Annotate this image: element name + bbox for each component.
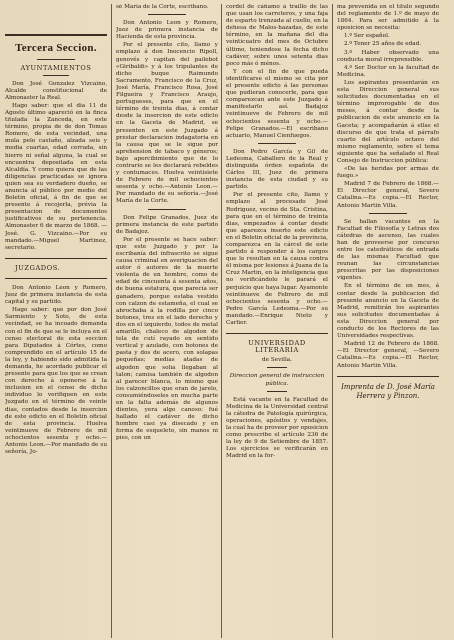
rule bbox=[5, 258, 107, 259]
rule bbox=[267, 367, 287, 368]
rule bbox=[267, 391, 287, 392]
paragraph: ma prevenida en el título segundo del reglamento de 1.º de mayo de 1864. Para ser admitido á la oposicion se necesita: bbox=[337, 4, 439, 32]
paragraph: Por el presente se hace saber: que este Juzgado y por la escribanía del infrascrito se sigue causa criminal en averiguacion del autor ó autores de la muerte violenta de un hombre, como de edad de cincuenta á sesenta años, de buena estatura, que parecía ser ganadero, porque estaba vestido con calzon de estameña, el cual se abrochaba á la rodilla por cinco botones, tres en el lado derecho y dos en el izquierdo, todos de metal amarillo, chaleco de algodon de tela de cutí rayado en sentido vertical y azulado, con botones de pasta y dos de acero, con solapas pequeñas; medias atadas de algodon que solia llegaban al talon; camisa también de algodon al parecer blanca, lo mismo que los calzoncillos que eran de jarelo, consumiéndoseles en mucha parte en la falta además de algunos dientes, yera algo canoso: fué hallado el cadáver de dicho hombre casi ya disecado y en forma de esqueleto, sin manos ni pies, con un bbox=[116, 236, 218, 442]
heading-universidad: UNIVERSIDAD LITERARIA bbox=[248, 339, 306, 355]
paragraph: Está vacante en la Facultad de Medicina de la Universidad central la cátedra de Patología quirúrgica, operaciones, apósitos y vendajes, la cual ha de proveer por oposicion como prescribe el artículo 236 de la ley de 9 de Setiembre de 1857. Los ejercicios se verificarán en Madrid en la for- bbox=[226, 396, 328, 460]
paragraph: 4.º Ser Doctor en la facultad de Medicina. bbox=[337, 64, 439, 78]
paragraph: Se hallan vacantes en la Facultad de Filosofía y Letras dos cátedras de ascenso, las cuales han de proveerse por concurso entre los catedráticos de entrada de las mismas Facultad que reunan las circunstancias prescritas por las disposiciones vigentes. bbox=[337, 218, 439, 282]
rule bbox=[37, 59, 75, 60]
subheading: de Sevilla. bbox=[262, 357, 292, 364]
column-1 bbox=[5, 4, 107, 638]
column-divider bbox=[111, 4, 112, 638]
paragraph: Por el presente cito, llamo y emplazo al procesado José Rodriguez, vecino de Sta. Cristina, para que en el término de treinta dias, empezados á contar desde que aparezca inserto este edicto en el Boletin oficial de la provincia, comparezca en la cárcel de este partido á responder á los cargos que le resultan en la causa contra él misma por lesiones á Juana de la Cruz Martin, en la inteligencia que no verificándolo le parará el perjuicio que haya lugar. Ayamonte veintinueve de Febrero de mil ochocientos sesenta y ocho.—Pedro García Ledesma.—Por su mandado.—Enrique Nieto y Carlier. bbox=[226, 192, 328, 327]
paragraph: Y con el fin de que pueda identificarse el mismo se cita por el presente edicto á las personas que pudieran conocerle, para que comparezcan ante este Juzgado á manifestarlo así. Badajoz veintinueve de Febrero de mil ochocientos sesenta y ocho.—Felipe Granados.—El escribano actuario, Manuel Cienfuegos. bbox=[226, 68, 328, 139]
rule bbox=[43, 75, 69, 76]
rule bbox=[148, 14, 186, 15]
paragraph: Madrid 12 de Febrero de 1868.—El Director general, —Severo Catalina.—Es copia.—El Rector, Antonio Martin Villa. bbox=[337, 341, 439, 369]
paragraph: Don José Gonzalez Vizcaino, Alcalde constitucional de Almonaster la Real. bbox=[5, 80, 107, 101]
paragraph: 3.º Haber observado una conducta moral irreprensible. bbox=[337, 49, 439, 63]
paragraph: Por el presente cito, llamo y emplazo á don Inocencio Ripoll, genovés y capitan del pailebot «Giribaldi» y á los tripulantes de dicho buque Raimundo Sacramento, Francisco de la Cruz, José María, Francisco Rosa, José Filgueira y Francisco Araujo, portugueses, para que en el término de treinta dias, á contar desde la insercion de este edicto en la Gaceta de Madrid, se presenten en este Juzgado á prestar declaracion indagatoria en la causa que se le sigue por aprehension de tabaco y géneros; bajo apercibimiento que de lo contrario se les declarará rebeldes y contumaces. Huelva veintisiete de Febrero de mil ochocientos sesenta y ocho.—Antonio Leon.—Por mandado de su señoría.—José María de la Corte. bbox=[116, 42, 218, 205]
paragraph: 1.º Ser español. bbox=[344, 33, 390, 40]
rule bbox=[337, 376, 439, 377]
paragraph: cordel de cáñamo á traillo de las que usan los carreteros, y una faja de esparto trenzada al cuello, en la dehesa de Malos-hazadas, de este término, en la mañana del dia veinticuatro del mes de Octubre último, teniendose la fecha dicho cadáver, sobre unos setenta dias poco más ó ménos. bbox=[226, 4, 328, 67]
section-title: Tercera Seccion. bbox=[15, 41, 97, 54]
paragraph: Madrid 7 de Febrero de 1868.—El Director general, Severo Catalina.—Es copia.—El Rector, Antonio Martin Villa. bbox=[337, 181, 439, 209]
rule bbox=[148, 209, 186, 210]
rule bbox=[369, 213, 407, 214]
column-divider bbox=[221, 4, 222, 638]
paragraph: «De las heridas por armas de fuego.» bbox=[337, 166, 439, 180]
paragraph: En el término de un mes, á contar desde la publicacion del presente anuncio en la Gaceta de Madrid, remitirán los aspirantes sus solicitudes documentadas á esta Direccion general por conducto de los Rectores de las Universidades respectivas. bbox=[337, 283, 439, 340]
paragraph: Don Antonio Leon y Romero, Juez de primera instancia de esta capital y su partido. bbox=[5, 284, 107, 306]
column-3 bbox=[226, 4, 328, 638]
paragraph: Don Pedro García y Gil de Ledesma, Caballero de la Real y distinguida órden española de Cárlos III, Juez de primera instancia de esta ciudad y su partido. bbox=[226, 148, 328, 191]
heading-juzgados: JUZGADOS. bbox=[15, 263, 61, 272]
column-divider bbox=[332, 4, 333, 638]
paragraph: Hago saber: que el dia 11 de Agosto último apareció en la finca titulada la Zanceda, en este término, propia de de don Tomas Romero, de esta vecindad, una mula pelo castaño, alzada seis y media cuartas, edad cerrada, sin hierro ni señal alguna, la cual se encuentra depositada en esta Alcaldía. Y como quiera que de las diligencias practicadas se ignora quien sea su verdadero dueño, se anuncia al público por medio del Boletin oficial, á fin de que se presente á recojerla, prévia la presentacion de documentos justificativos de su pertenencia. Almonaster 6 de marzo de 1868. —José. G. Vizcaino.—Por su mandado.—Miguel Martinez, secretario. bbox=[5, 102, 107, 251]
rule bbox=[258, 143, 296, 144]
imprint bbox=[337, 383, 439, 401]
rule bbox=[226, 333, 328, 334]
paragraph: Los aspirantes presentarán en esta Direccion general sus solicitudes documentadas en el término improrogable de dos meses, á contar desde la publicacion de este anuncio en la Gaceta; y acompañarán á ellas el discurso de que trata el párrafo cuarto del artículo octavo del mismo reglamento, sobre el tema siguiente que ha señalado el Real Consejo de Instruccion pública: bbox=[337, 79, 439, 164]
rule bbox=[5, 278, 107, 279]
imprint-line: Herrera y Pinzon. bbox=[356, 391, 420, 400]
column-4 bbox=[337, 4, 439, 638]
paragraph: 2.º Tener 25 años de edad. bbox=[344, 41, 422, 48]
subheading: Direccion general de instruccion pública. bbox=[229, 373, 325, 387]
paragraph: Hago saber: que por don José Sarmiento y Soto, de esta vecindad, se ha incoado demanda con el fin de que se le incluya en el censo electoral de esta seccion para Diputados á Córtes, como comprendido en el artículo 15 de la ley, y habiendo sido admitida la demanda, he acordado publicar el presente para que los que se crean con derecho á oponerse á la inclusion en el censo de dicho individuo lo verifiquen en este Juzgado en el término de veinte dias, contados desde la insercion de este edicto en el Boletin oficial de esta provincia. Huelva veintinueve de Febrero de mil ochocientos sesenta y ocho.—Antonio Leon.—Por mandado de su señoría, Jo- bbox=[5, 307, 107, 456]
header-rule bbox=[5, 34, 107, 36]
paragraph: Don Felipe Granados, Juez de primera instancia de este partido de Badajoz. bbox=[116, 214, 218, 235]
column-2 bbox=[116, 4, 218, 638]
paragraph: Don Antonio Leon y Romero, Juez de primera instancia de Hacienda de esta provincia. bbox=[116, 20, 218, 41]
imprint-line: Imprenta de D. José María bbox=[341, 382, 435, 391]
paragraph: sé María de la Corte, escribano. bbox=[116, 4, 209, 10]
heading-ayuntamientos: AYUNTAMIENTOS bbox=[20, 63, 92, 72]
